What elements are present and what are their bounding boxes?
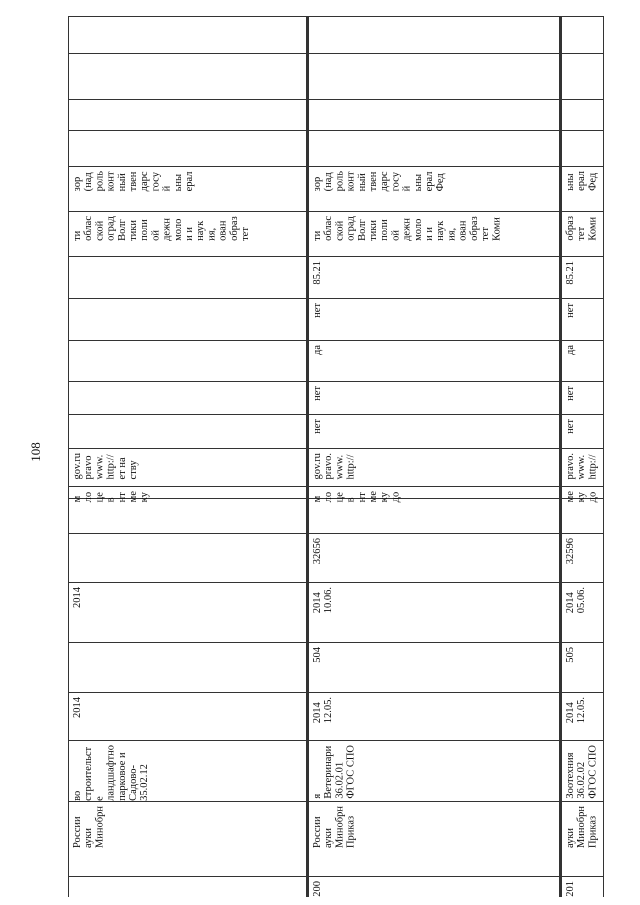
table-cell bbox=[562, 449, 604, 487]
table-cell bbox=[69, 583, 307, 643]
table-cell bbox=[69, 643, 307, 693]
table-cell bbox=[309, 257, 560, 299]
table-cell bbox=[69, 131, 307, 167]
table-cell bbox=[562, 167, 604, 212]
cell-text: 32596 bbox=[565, 538, 576, 565]
table-cell bbox=[562, 534, 604, 583]
table-cell bbox=[69, 449, 307, 487]
table-cell bbox=[309, 583, 560, 643]
table-cell bbox=[562, 499, 604, 534]
table-cell bbox=[69, 487, 307, 503]
table-cell bbox=[69, 741, 307, 802]
table-cell bbox=[309, 741, 560, 802]
table-cell bbox=[309, 131, 560, 167]
table-cell bbox=[562, 487, 604, 503]
table-cell bbox=[562, 131, 604, 167]
cell-text: 12.05. 2014 bbox=[312, 697, 335, 724]
cell-text: 35.02.12 Садово- парковое и ландшафтно е строительст во bbox=[72, 745, 151, 801]
cell-text: ству ет на http:// www. pravo gov.ru bbox=[72, 453, 140, 480]
table-cell bbox=[69, 299, 307, 341]
table-cell bbox=[562, 877, 604, 897]
rotated-table bbox=[68, 16, 604, 897]
cell-text: да bbox=[312, 345, 323, 356]
table-cell bbox=[69, 382, 307, 415]
table-cell bbox=[309, 17, 560, 54]
cell-text: 2014 bbox=[72, 697, 83, 718]
table-cell bbox=[562, 741, 604, 802]
table-cell bbox=[562, 693, 604, 741]
table-cell bbox=[69, 17, 307, 54]
table-row bbox=[562, 17, 604, 897]
table-cell bbox=[309, 802, 560, 877]
cell-text: Фед ерал ьны й госу дарс твен ный конт роль (над зор bbox=[312, 171, 447, 192]
cell-text: 10.06. 2014 bbox=[312, 587, 335, 614]
table-cell bbox=[309, 499, 560, 534]
table-cell bbox=[69, 341, 307, 382]
table-cell bbox=[562, 299, 604, 341]
table-cell bbox=[309, 415, 560, 449]
cell-text: 200 bbox=[312, 881, 323, 897]
cell-text: нет bbox=[565, 419, 576, 434]
table-cell bbox=[309, 449, 560, 487]
cell-text: нет bbox=[312, 419, 323, 434]
table-cell bbox=[69, 802, 307, 877]
table-cell bbox=[69, 534, 307, 583]
cell-text: Коми тет образ ован ия, наук и и моло дежн ой поли тики Волг оград ской облас ти bbox=[312, 216, 503, 241]
cell-text: 85.21 bbox=[312, 261, 323, 285]
cell-text: до ку ме bbox=[565, 491, 599, 503]
table-cell bbox=[69, 100, 307, 131]
table-row bbox=[309, 17, 560, 897]
cell-text: да bbox=[565, 345, 576, 356]
table-cell bbox=[69, 499, 307, 534]
table-row bbox=[69, 17, 307, 897]
table-cell bbox=[309, 341, 560, 382]
cell-text: Приказ Минобрн ауки bbox=[565, 806, 599, 849]
table-cell bbox=[69, 877, 307, 897]
table-cell bbox=[309, 100, 560, 131]
cell-text: 85.21 bbox=[565, 261, 576, 285]
page-number: 108 bbox=[28, 442, 43, 462]
table-cell bbox=[562, 643, 604, 693]
table-cell bbox=[562, 583, 604, 643]
table-cell bbox=[309, 877, 560, 897]
table-cell bbox=[562, 17, 604, 54]
cell-text: 504 bbox=[312, 647, 323, 663]
table-cell bbox=[309, 534, 560, 583]
cell-text: Приказ Минобрн ауки России bbox=[312, 806, 357, 849]
cell-text: 05.06. 2014 bbox=[565, 587, 588, 614]
table-cell bbox=[562, 100, 604, 131]
cell-text: Фед ерал ьны bbox=[565, 171, 599, 191]
table-cell bbox=[69, 693, 307, 741]
table-cell bbox=[309, 693, 560, 741]
cell-text: до ку ме нт в це ло м bbox=[312, 491, 402, 503]
table-cell bbox=[69, 212, 307, 257]
table-cell bbox=[562, 382, 604, 415]
cell-text: 2014 bbox=[72, 587, 83, 608]
cell-text: ФГОС СПО 36.02.02 Зоотехния bbox=[565, 745, 599, 799]
cell-text: тет образ ован ия, наук и и моло дежн ой поли тики Волг оград ской облас ти bbox=[72, 216, 252, 241]
cell-text: 32656 bbox=[312, 538, 323, 565]
table-cell bbox=[309, 299, 560, 341]
cell-text: 12.05. 2014 bbox=[565, 697, 588, 724]
table-cell bbox=[562, 212, 604, 257]
table-cell bbox=[562, 341, 604, 382]
table-cell bbox=[69, 167, 307, 212]
table-cell bbox=[309, 167, 560, 212]
table-cell bbox=[562, 54, 604, 100]
table-cell bbox=[309, 487, 560, 503]
table-cell bbox=[309, 54, 560, 100]
cell-text: нет bbox=[312, 386, 323, 401]
cell-text: нет bbox=[312, 303, 323, 318]
table-cell bbox=[69, 257, 307, 299]
table-cell bbox=[562, 415, 604, 449]
cell-text: нет bbox=[565, 303, 576, 318]
cell-text: 201 bbox=[565, 881, 576, 897]
table-cell bbox=[309, 382, 560, 415]
table-cell bbox=[309, 212, 560, 257]
cell-text: ФГОС СПО 36.02.01 Ветеринари я bbox=[312, 745, 357, 799]
cell-text: 505 bbox=[565, 647, 576, 663]
table-cell bbox=[562, 802, 604, 877]
cell-text: Коми тет образ bbox=[565, 216, 599, 241]
cell-text: ерал ьны й госу дарс твен ный конт роль (над зор bbox=[72, 171, 196, 192]
cell-text: http:// www. pravo. bbox=[565, 453, 599, 480]
table-cell bbox=[309, 643, 560, 693]
table-cell bbox=[69, 415, 307, 449]
cell-text: Минобрн ауки России bbox=[72, 806, 106, 849]
table-cell bbox=[562, 257, 604, 299]
cell-text: нет bbox=[565, 386, 576, 401]
cell-text: http:// www. pravo. gov.ru bbox=[312, 453, 357, 480]
table-cell bbox=[69, 54, 307, 100]
cell-text: ку ме нт в це ло м bbox=[72, 491, 151, 503]
